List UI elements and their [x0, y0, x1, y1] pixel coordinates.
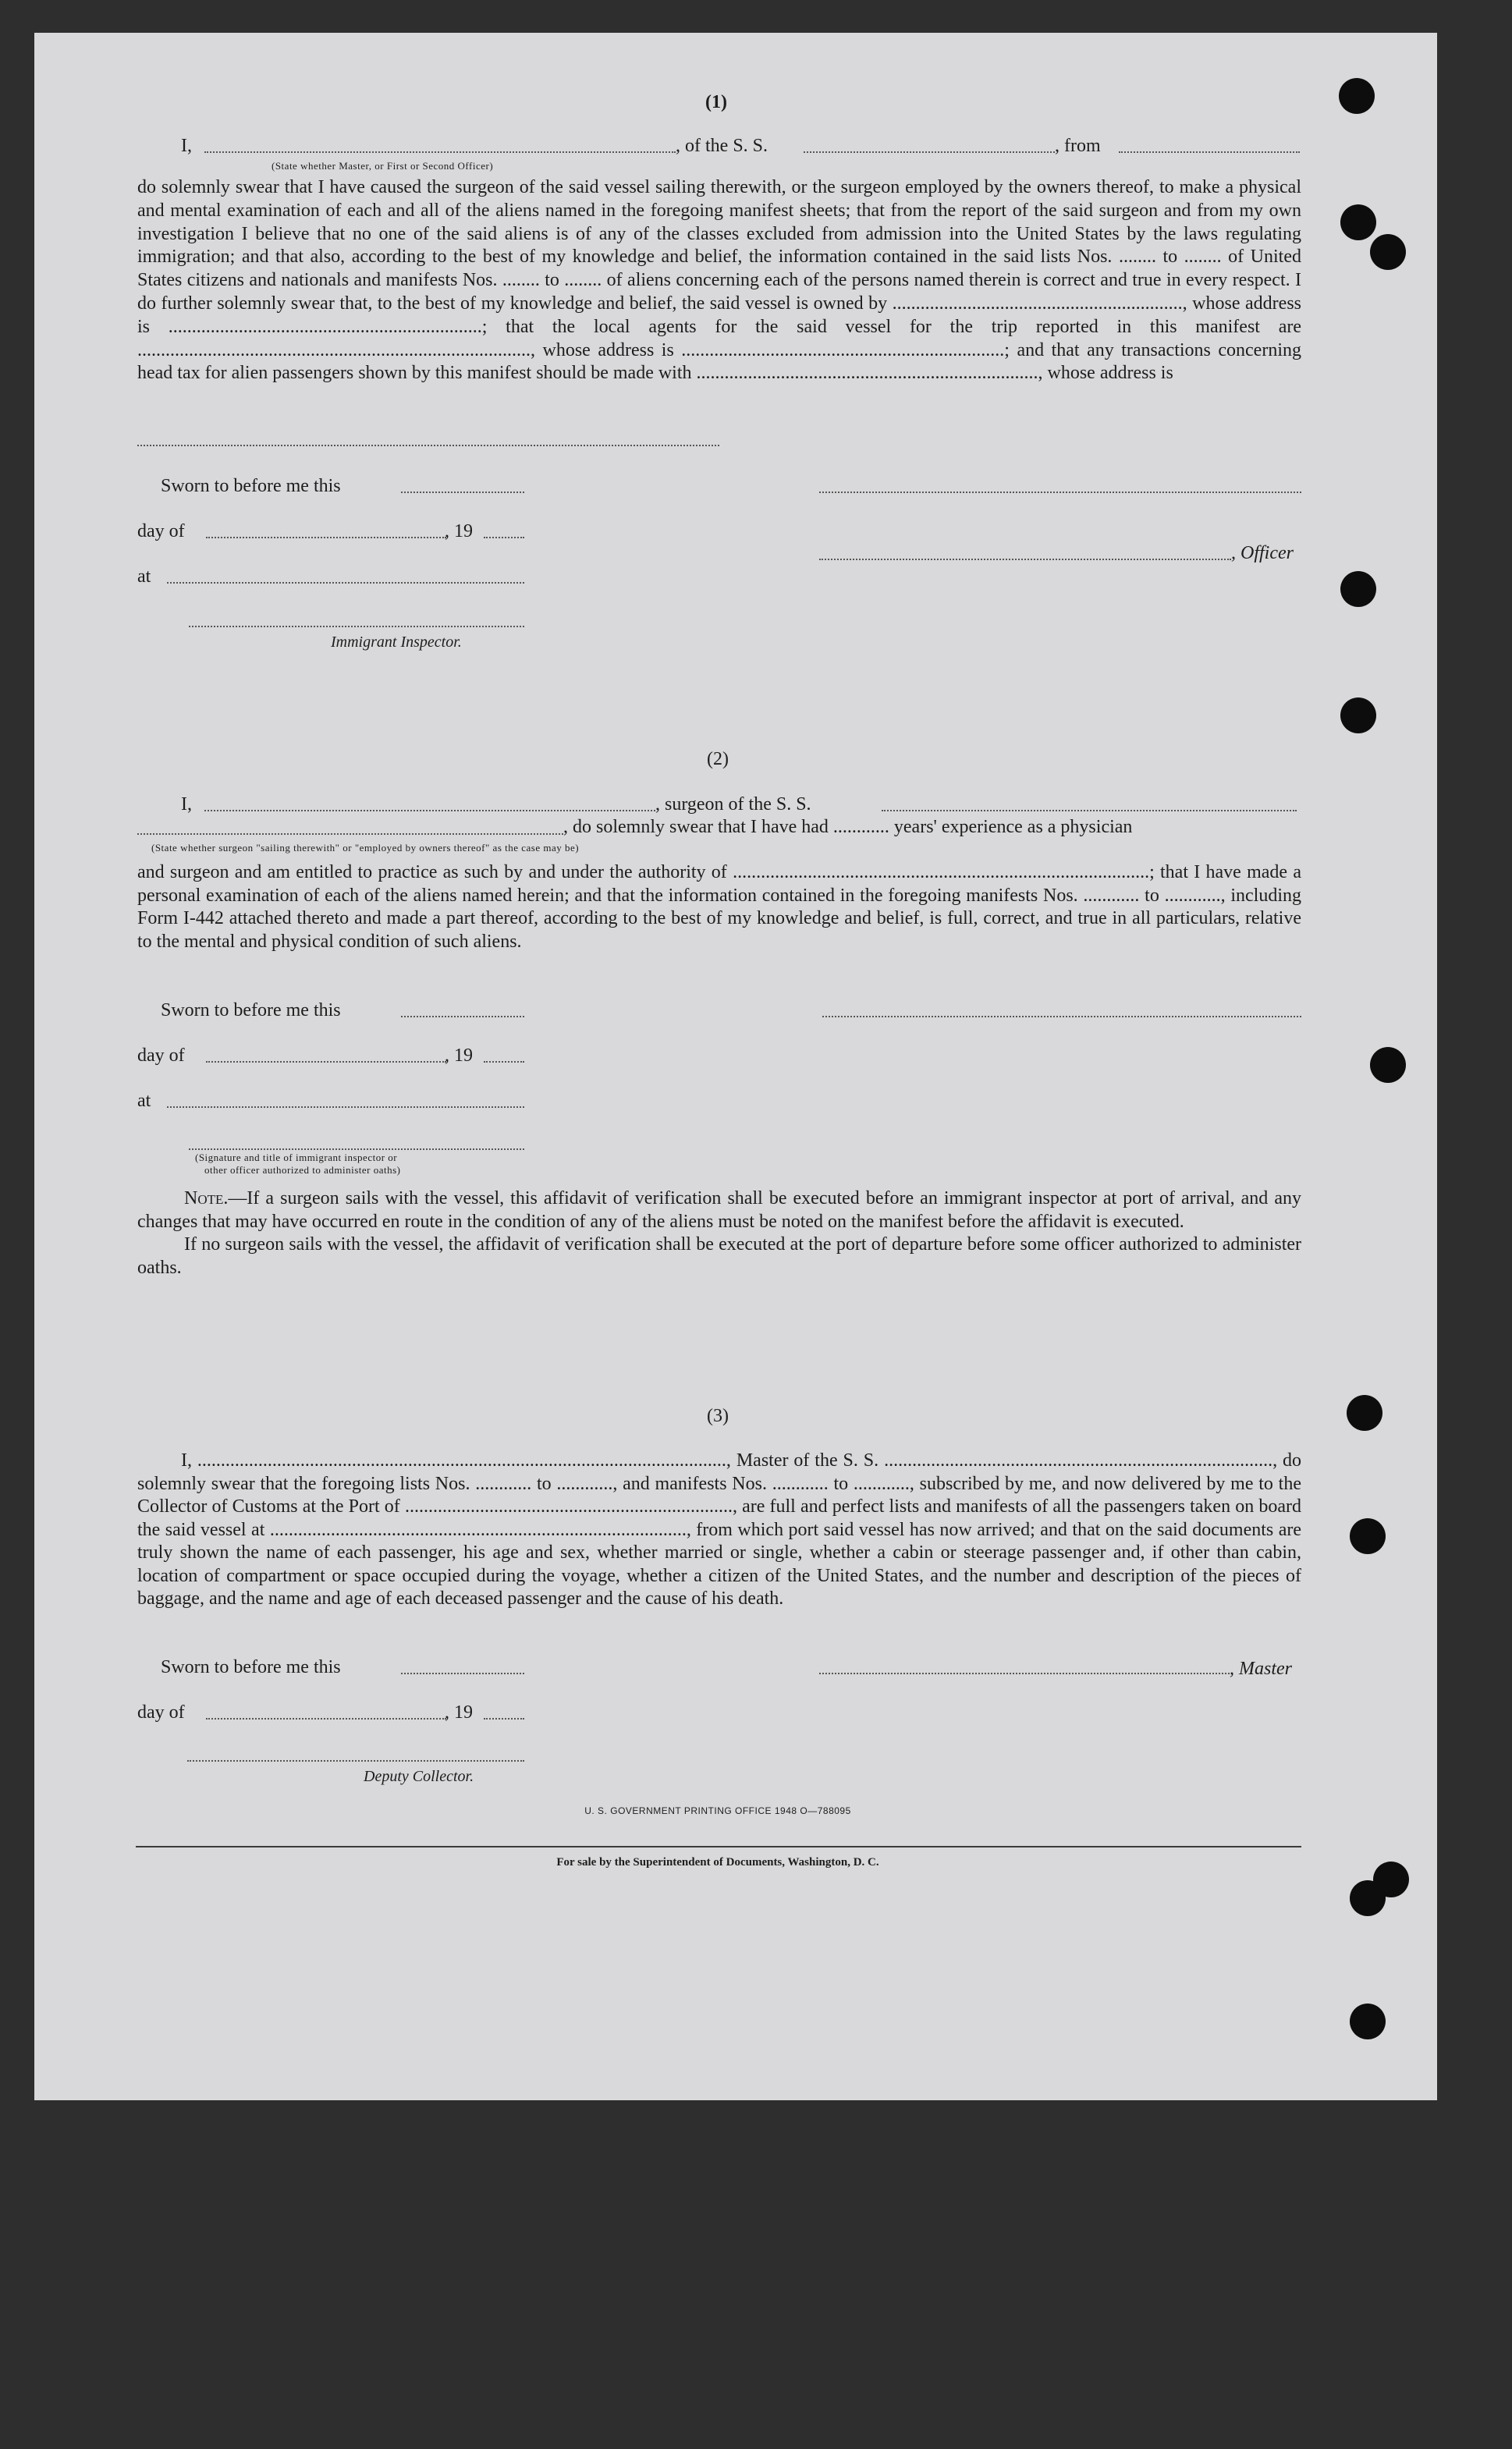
head-tax-address-field[interactable] — [137, 445, 719, 446]
s2-line2: , do solemnly swear that I have had ............ years' experience as a physician — [563, 817, 1133, 837]
s2-place-field[interactable] — [167, 1106, 524, 1108]
surgeon-status-instruction: (State whether surgeon "sailing therewith" or "employed by owners thereof" as the case may be) — [151, 842, 580, 854]
s1-day-of-label: day of — [137, 521, 185, 541]
deputy-collector-signature-field[interactable] — [187, 1760, 524, 1762]
s2-vessel-field[interactable] — [882, 810, 1297, 811]
note-paragraph-1: —If a surgeon sails with the vessel, this affidavit of verification shall be executed before an immigrant inspector at port of arrival, and any changes that may have occurred en route in the condition of any of the aliens must be noted on the manifest before the affidavit is executed. — [137, 1188, 1301, 1232]
officer-label: , Officer — [1231, 543, 1294, 563]
master-signature-field[interactable] — [819, 1673, 1230, 1674]
vessel-name-field[interactable] — [804, 151, 1055, 153]
immigrant-inspector-label: Immigrant Inspector. — [331, 634, 462, 651]
hole-mark — [1340, 697, 1376, 733]
signature-title-note-2: other officer authorized to administer oaths) — [204, 1164, 401, 1176]
s1-sworn-label: Sworn to before me this — [161, 476, 341, 496]
s3-day-field[interactable] — [206, 1718, 446, 1720]
rank-field[interactable] — [204, 151, 676, 153]
s1-day-field[interactable] — [206, 537, 446, 538]
note-paragraph-2: If no surgeon sails with the vessel, the affidavit of verification shall be executed at the port of departure before some officer authorized to administer oaths. — [137, 1234, 1301, 1278]
s2-year-label: , 19 — [445, 1045, 473, 1066]
surgeon-signature-field[interactable] — [822, 1016, 1301, 1017]
s3-year-field[interactable] — [484, 1718, 524, 1720]
s1-line1-of: , of the S. S. — [676, 136, 768, 156]
s2-inspector-signature-field[interactable] — [189, 1148, 524, 1150]
section-1-body: do solemnly swear that I have caused the surgeon of the said vessel sailing therewith, or the surgeon employed by the owners thereof, to make a physical and mental examination of each and all of the aliens named in the foregoing manifest sheets; that from the report of the said surgeon and from my own investigation I believe that no one of the said aliens is of any of the classes excluded from admission into the United States by the laws regulating immigration; and that also, according to the best of my knowledge and belief, the information contained in the said lists Nos. ........ to ........ of United States citizens and nationals and manifests Nos. ........ to ........ of aliens concerning each of the persons named therein is correct and true in every respect. I do further solemnly swear that, to the best of my knowledge and belief, the said vessel is owned by .............................................................., whose address is ...................................................................; that the local agents for the said vessel for the trip reported in this manifest are ...................................................................................., whose address is .....................................................................; and that any transactions concerning head tax for alien passengers shown by this manifest should be made with ........................................................................., whose address is — [137, 177, 1301, 384]
s3-sworn-date-field[interactable] — [401, 1673, 524, 1674]
s2-year-field[interactable] — [484, 1061, 524, 1063]
master-label: , Master — [1230, 1659, 1292, 1679]
gpo-imprint: U. S. GOVERNMENT PRINTING OFFICE 1948 O—788095 — [584, 1805, 851, 1816]
s2-line1-i: I, — [181, 794, 192, 815]
hole-mark — [1340, 571, 1376, 607]
section-3-body: I, ................................................................................................................., Master of the S. S. ..................................................................................., do solemnly swear that the foregoing lists Nos. ............ to ............, and manifests Nos. ............ to ............, subscribed by me, and now delivered by me to the Collector of Customs at the Port of ......................................................................, are full and perfect lists and manifests of all the passengers taken on board the said vessel at ........................................................................................., from which port said vessel has now arrived; and that on the said documents are truly shown the name of each passenger, his age and sex, whether married or single, whether a cabin or steerage passenger and, if other than cabin, location of compartment or space occupied during the voyage, whether a citizen of the United States, and the number and description of the pieces of baggage, and the name and age of each deceased passenger and the cause of his death. — [137, 1450, 1301, 1609]
hole-mark — [1350, 1880, 1386, 1916]
officer-title-field[interactable] — [819, 559, 1231, 560]
inspector-signature-field[interactable] — [189, 626, 524, 627]
s2-at-label: at — [137, 1091, 151, 1111]
sale-notice: For sale by the Superintendent of Documents, Washington, D. C. — [556, 1856, 879, 1869]
s2-day-of-label: day of — [137, 1045, 185, 1066]
section-2-number: (2) — [707, 749, 729, 769]
s1-sworn-date-field[interactable] — [401, 492, 524, 493]
section-2-body: and surgeon and am entitled to practice as such by and under the authority of .........................................................................................; that I have made a personal examination of each of the aliens named herein; and that the information contained in the foregoing manifests Nos. ............ to ............, including Form I-442 attached thereto and made a part thereof, according to the best of my knowledge and belief, is full, correct, and true in all particulars, relative to the mental and physical condition of such aliens. — [137, 862, 1301, 952]
s2-sworn-date-field[interactable] — [401, 1016, 524, 1017]
hole-mark — [1350, 1518, 1386, 1554]
hole-mark — [1340, 204, 1376, 240]
rank-instruction: (State whether Master, or First or Second Officer) — [272, 160, 494, 172]
section-3-number: (3) — [707, 1406, 729, 1426]
s3-sworn-label: Sworn to before me this — [161, 1657, 341, 1677]
s1-line1-from: , from — [1055, 136, 1101, 156]
note-label: Note. — [184, 1188, 229, 1209]
hole-mark — [1350, 2004, 1386, 2039]
note-block — [137, 1187, 1301, 1280]
s3-year-label: , 19 — [445, 1702, 473, 1723]
surgeon-status-field[interactable] — [137, 833, 563, 835]
hole-mark — [1347, 1395, 1382, 1431]
officer-signature-field[interactable] — [819, 492, 1301, 493]
hole-mark — [1339, 78, 1375, 114]
s1-year-field[interactable] — [484, 537, 524, 538]
s2-sworn-label: Sworn to before me this — [161, 1000, 341, 1020]
s2-surgeon-label: , surgeon of the S. S. — [655, 794, 811, 815]
signature-title-note-1: (Signature and title of immigrant inspector or — [195, 1152, 398, 1163]
s1-place-field[interactable] — [167, 582, 524, 584]
deputy-collector-label: Deputy Collector. — [364, 1768, 474, 1785]
s2-day-field[interactable] — [206, 1061, 446, 1063]
s1-line1-i: I, — [181, 136, 192, 156]
port-from-field[interactable] — [1119, 151, 1300, 153]
hole-mark — [1370, 1047, 1406, 1083]
s1-at-label: at — [137, 566, 151, 587]
s3-day-of-label: day of — [137, 1702, 185, 1723]
hole-mark — [1370, 234, 1406, 270]
s1-year-label: , 19 — [445, 521, 473, 541]
footer-rule — [136, 1846, 1301, 1847]
section-1-number: (1) — [705, 92, 727, 112]
surgeon-name-field[interactable] — [204, 810, 655, 811]
